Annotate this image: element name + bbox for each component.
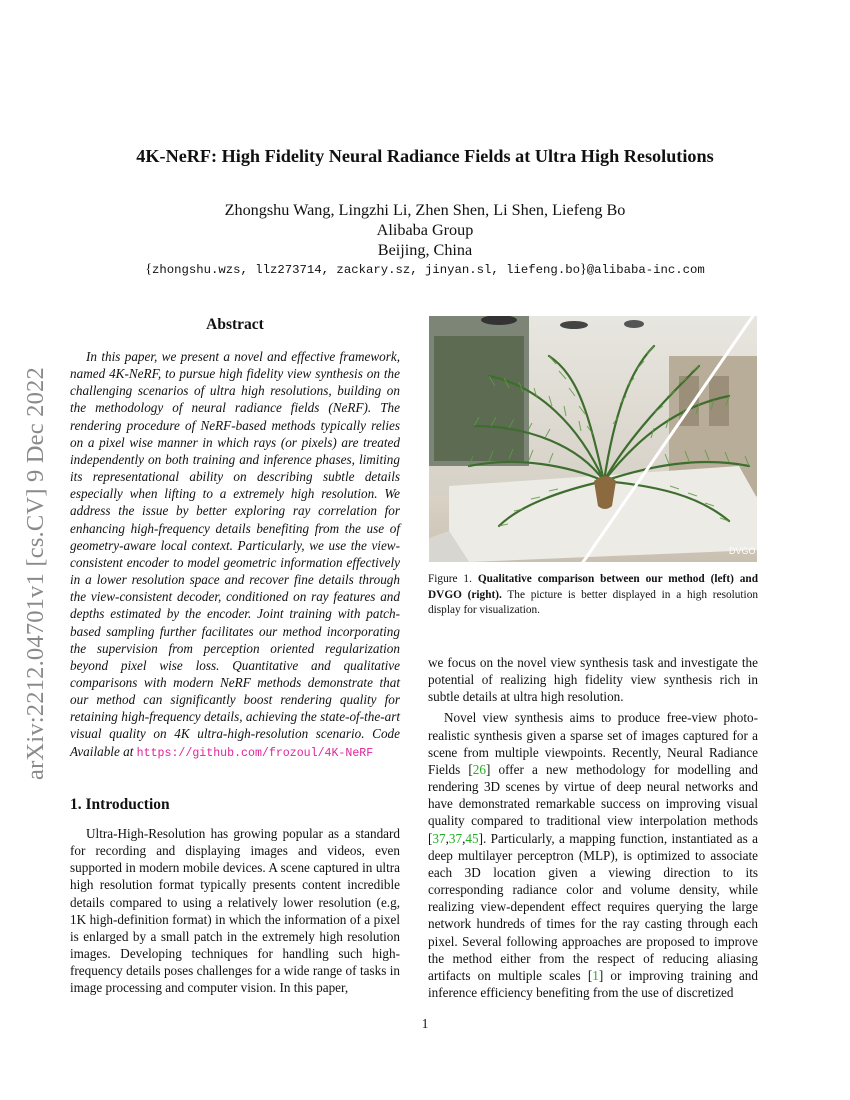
p2-text-b: ] offer a new methodology for modelling and rendering 3D scenes by virtue of deep neural networks and have demonstrated remarkable success on improving visual quality compared to traditional view interpolation methods [ (428, 761, 759, 846)
caption-bold: Qualitative comparison between our method (left) and DVGO (right). (428, 573, 758, 601)
authors: Zhongshu Wang, Lingzhi Li, Zhen Shen, Li Shen, Liefeng Bo (224, 201, 626, 219)
p2-text-a: Novel view synthesis aims to produce free-view photo-realistic synthesis given a sparse set of images captured for a scene from multiple viewpoints. Recently, Neural Radiance Fields [ (428, 710, 758, 777)
abstract-text: In this paper, we present a novel and effective framework, named 4K-NeRF, to pursue high fidelity view synthesis on the challenging scenarios of ultra high resolutions, building on the methodology of neural radiance fields (NeRF). The rendering procedure of NeRF-based methods typically relies on a pixel wise manner in which rays (or pixels) are treated independently on both training and inference phases, limiting its representational ability on describing subtle details especially when lifting to a extremely high resolution. We address the issue by better exploring ray correlation for enhancing high-frequency details benefiting from the use of geometry-aware local context. Particularly, we use the view-consistent encoder to model geometric information effectively in a lower resolution space and recover fine details through the view-consistent decoder, conditioned on ray features and depths estimated by the encoder. Joint training with patch-based sampling further facilitates our method incorporating the supervision from perception oriented regularization beyond pixel wise loss. Quantitative and qualitative comparisons with modern NeRF methods demonstrate that our method can significantly boost rendering quality for retaining high-frequency details, achieving the state-of-the-art visual quality on 4K ultra-high-resolution scenario. Code Available at (70, 349, 400, 759)
section-heading-introduction: 1. Introduction (70, 796, 170, 813)
citation-45[interactable]: 45 (465, 830, 479, 846)
right-column-text (428, 654, 758, 1001)
arxiv-stamp: arXiv:2212.04701v1 [cs.CV] 9 Dec 2022 (22, 367, 49, 780)
email-line: {zhongshu.wzs, llz273714, zackary.sz, jinyan.sl, liefeng.bo}@alibaba-inc.com (145, 262, 705, 277)
p2-text-c: ]. Particularly, a mapping function, instantiated as a deep multilayer perceptron (MLP), is optimized to associate each 3D location given a viewing direction to its corresponding radiance color and volume density, while realizing view-dependent effect requires querying the large network hundreds of times for the ray casting through each pixel. Several following approaches are proposed to improve the method either from the respect of reducing aliasing artifacts on multiple scales [ (428, 830, 758, 983)
page-number: 1 (421, 1016, 429, 1031)
right-paragraph-2: Novel view synthesis aims to produce free-view photo-realistic synthesis given a sparse set of images captured for a scene from multiple viewpoints. Recently, Neural Radiance Fields [26] offer a new methodology for modelling and rendering 3D scenes by virtue of deep neural networks and have demonstrated remarkable success on improving visual quality compared to traditional view interpolation methods [37,37,45]. Particularly, a mapping function, instantiated as a deep multilayer perceptron (MLP), is optimized to associate each 3D location given a viewing direction to its corresponding radiance color and volume density, while realizing view-dependent effect requires querying the large network hundreds of times for the ray casting through each pixel. Several following approaches are proposed to improve the method either from the respect of reducing aliasing artifacts on multiple scales [1] or improving training and inference efficiency benefiting from the use of discretized (428, 710, 759, 1000)
right-paragraph-1: we focus on the novel view synthesis task and investigate the potential of realizing high fidelity view synthesis rich in subtle details at ultra high resolution. (428, 655, 758, 705)
author-block (0, 200, 850, 260)
citation-37b[interactable]: 37 (448, 830, 463, 846)
citation-37a[interactable]: 37 (432, 830, 446, 846)
citation-26[interactable]: 26 (472, 761, 486, 777)
abstract-body (70, 348, 400, 762)
location: Beijing, China (377, 241, 473, 259)
caption-rest: The picture is better displayed in a high resolution display for visualization. (428, 588, 758, 617)
p2-text-d: ] or improving training and inference efficiency benefiting from the use of discretized (428, 967, 758, 1000)
email-domain: @alibaba-inc.com (586, 263, 705, 277)
code-link[interactable]: https://github.com/frozoul/4K-NeRF (136, 746, 374, 760)
figure-image (429, 316, 757, 562)
citation-1[interactable]: 1 (592, 967, 599, 983)
email-users: zhongshu.wzs, llz273714, zackary.sz, jinyan.sl, liefeng.bo (151, 263, 580, 277)
figure-watermark: DVGO (729, 546, 756, 556)
figure-caption (428, 572, 758, 619)
paper-title: 4K-NeRF: High Fidelity Neural Radiance Fields at Ultra High Resolutions (136, 146, 714, 166)
abstract-heading: Abstract (206, 316, 264, 333)
intro-paragraph: Ultra-High-Resolution has growing popular as a standard for recording and displaying images and videos, even supported in modern mobile devices. A scene captured in ultra high resolution format typically presents content incredible details compared to using a relatively lower resolution (e.g, 1K high-definition format) in which the information of a pixel is enlarged by a small patch in the extremely high resolution images. Developing techniques for handling such high-frequency details poses challenges for a wide range of tasks in image processing and computer vision. In this paper, (70, 826, 400, 996)
caption-label: Figure 1. (428, 573, 472, 585)
affiliation: Alibaba Group (376, 221, 474, 239)
